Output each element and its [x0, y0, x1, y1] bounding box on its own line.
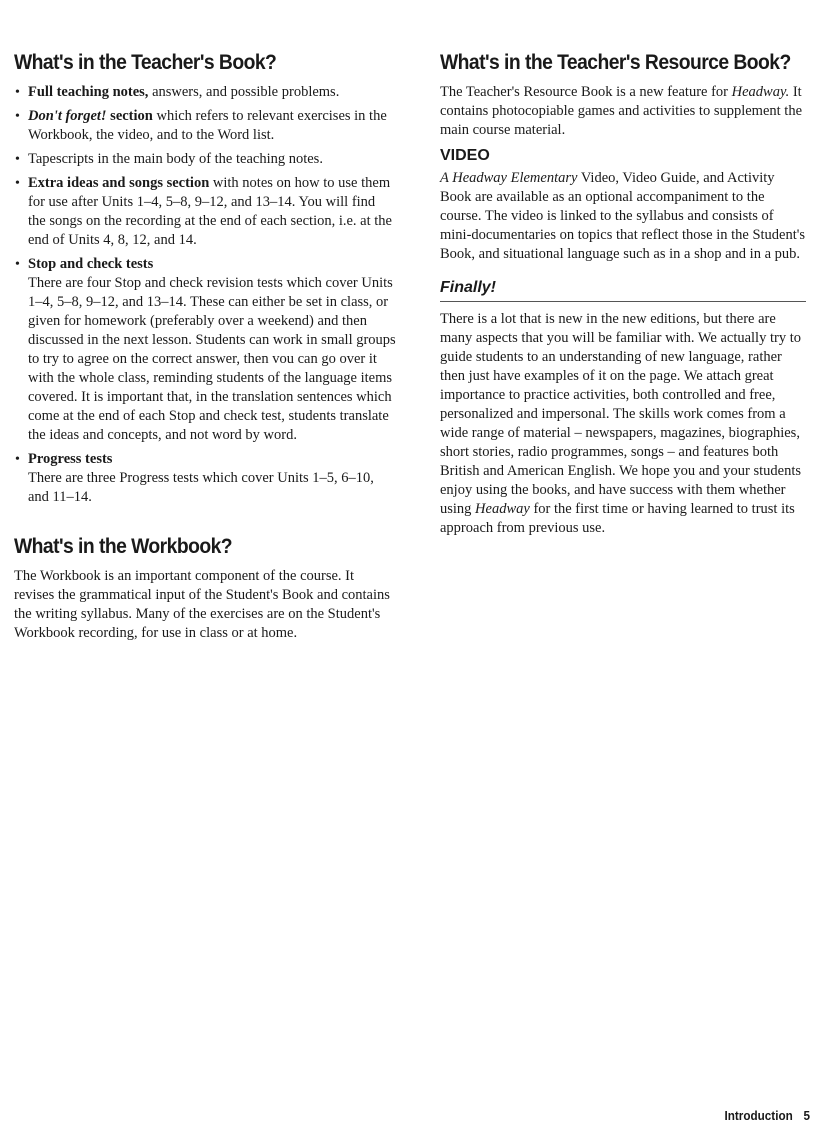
video-heading: VIDEO: [440, 147, 490, 164]
page-footer: [724, 1108, 810, 1123]
text-run: Video, Video Guide, and Activity Book are available as an optional accompaniment to the course. The video is linked to the syllabus and consists of mini-documentaries on topics that reflect those in the Student's Book, and situational language such as in a shop and in a pub.: [440, 170, 806, 262]
text-run: Headway: [475, 501, 530, 517]
item-text: There are four Stop and check revision tests which cover Units 1–4, 5–8, 9–12, and 13–14. These can either be set in class, or given for homework (preferably over a weekend) and then discussed in the next lesson. Students can work in small groups to try to agree on the correct answer, then vou can go over it with the whole class, reminding students of the language items covered. It is important that, in the translation sentences which come at the end of each Stop and check test, students translate the ideas and concepts, and not word by word.: [28, 275, 396, 443]
right-column: [440, 50, 806, 538]
item-lead: Don't forget!: [28, 108, 107, 124]
text-run: The Teacher's Resource Book is a new feature for: [440, 84, 732, 100]
item-lead-2: section: [106, 108, 153, 124]
list-item: [14, 107, 396, 145]
workbook-heading: What's in the Workbook?: [14, 535, 233, 558]
text-run: for the first time or having learned to trust its approach from previous use.: [440, 501, 795, 536]
resource-book-heading: What's in the Teacher's Resource Book?: [440, 51, 791, 74]
teachers-book-heading: What's in the Teacher's Book?: [14, 51, 277, 74]
finally-heading: Finally!: [440, 278, 806, 302]
teachers-book-list: [14, 83, 396, 507]
list-item: [14, 255, 396, 445]
item-lead: Extra ideas and songs section: [28, 175, 210, 191]
item-text: There are three Progress tests which cover Units 1–5, 6–10, and 11–14.: [28, 470, 374, 505]
text-run: Headway.: [731, 84, 790, 100]
video-paragraph: [440, 169, 806, 264]
list-item: [14, 450, 396, 507]
footer-label: Introduction: [724, 1108, 793, 1123]
workbook-paragraph: The Workbook is an important component of the course. It revises the grammatical input of the Student's Book and contains the writing syllabus. Many of the exercises are on the Student's Workbook recording, for use in class or at home.: [14, 568, 390, 641]
finally-paragraph: [440, 310, 806, 538]
item-lead: • Progress tests: [28, 451, 113, 467]
text-run: It contains photocopiable games and activities to supplement the main course material.: [440, 84, 803, 138]
resource-book-paragraph: [440, 83, 806, 140]
item-text: which refers to relevant exercises in the Workbook, the video, and to the Word list.: [28, 108, 387, 143]
left-column: [14, 50, 396, 643]
text-run: A Headway Elementary: [440, 170, 578, 186]
list-item: [14, 83, 396, 102]
list-item: [14, 174, 396, 250]
page-number: 5: [803, 1108, 810, 1123]
text-run: There is a lot that is new in the new editions, but there are many aspects that you will be familiar with. We actually try to guide students to an understanding of new language, rather then just have examples of it on the page. We attach great importance to practice activities, both controlled and free, personalized and impersonal. The skills work comes from a wide range of material – newspapers, magazines, biographies, short stories, radio programmes, songs – and features both British and American English. We hope you and your students enjoy using the books, and have success with them whether using: [440, 311, 802, 517]
item-lead: Tapescripts: [28, 151, 94, 167]
list-item: [14, 150, 396, 169]
item-text: in the main body of the teaching notes.: [93, 151, 323, 167]
item-text: answers, and possible problems.: [148, 84, 340, 100]
item-lead: • Stop and check tests: [28, 256, 154, 272]
item-text: with notes on how to use them for use after Units 1–4, 5–8, 9–12, and 13–14. You will find the songs on the recording at the end of each section, i.e. at the end of Units 4, 8, 12, and 14.: [28, 175, 392, 248]
item-lead: Full teaching notes,: [28, 84, 149, 100]
